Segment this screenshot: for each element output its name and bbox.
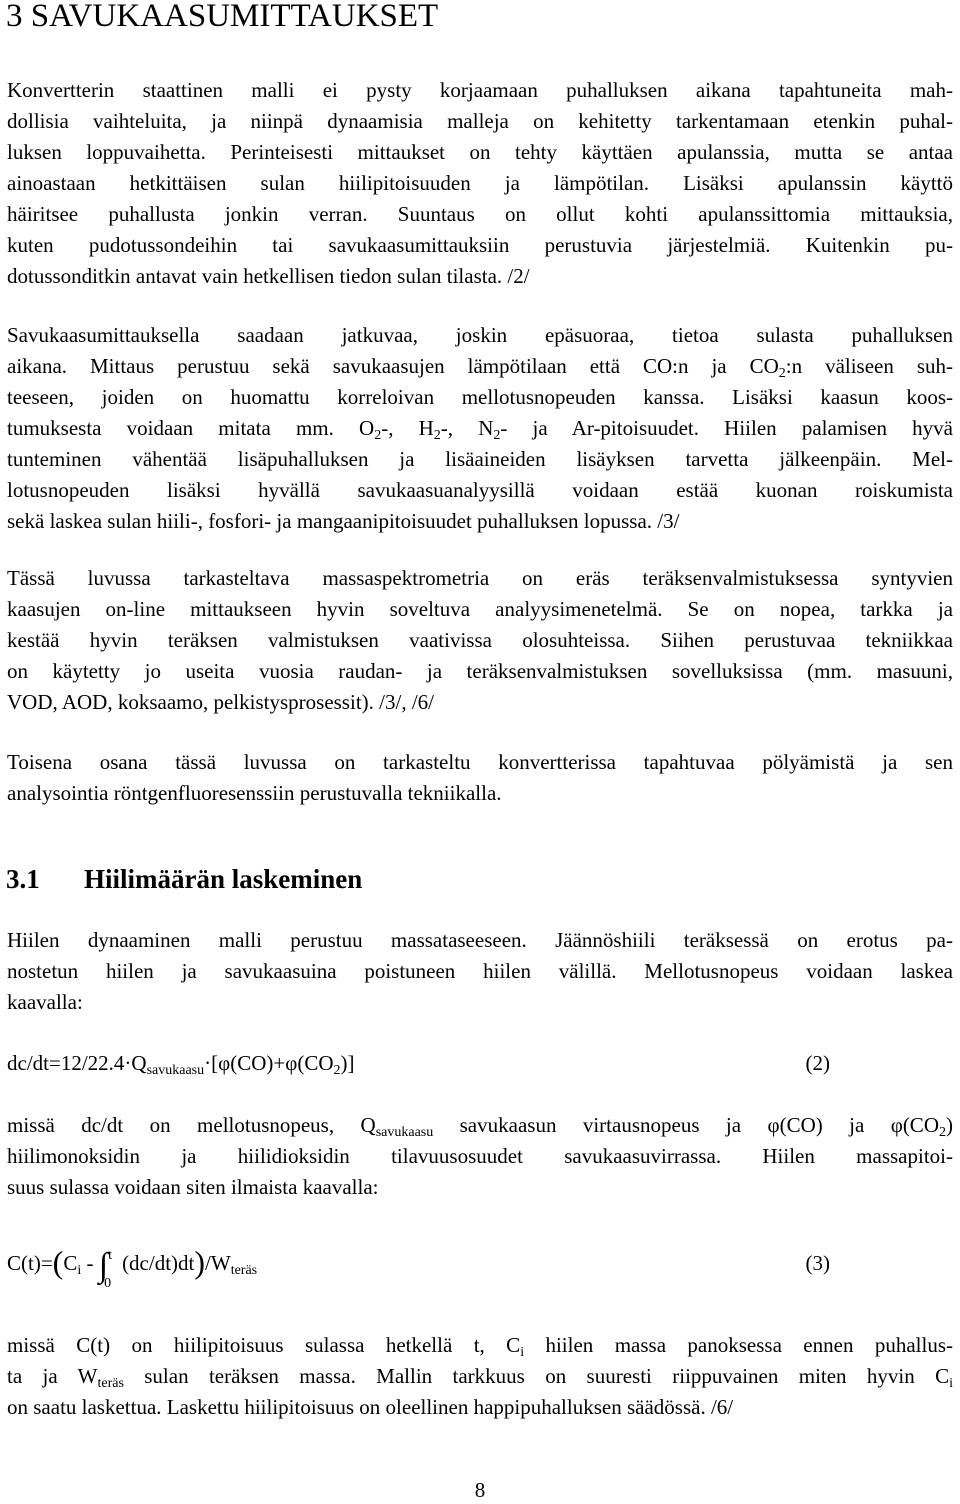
paragraph-5 (7, 925, 953, 1018)
page-number: 8 (474, 1478, 486, 1502)
paragraph-2 (7, 320, 953, 537)
integral-sign: ∫ (98, 1247, 109, 1284)
text-line: Hiilen dynaaminen malli perustuu massataseeseen. Jäännöshiili teräksessä on erotus pa- (7, 928, 953, 952)
text-line: Toisena osana tässä luvussa on tarkasteltu konvertterissa tapahtuvaa pölyämistä ja sen (7, 750, 953, 774)
text-run: hiilen massa panoksessa ennen puhallus- (524, 1333, 953, 1357)
text-line (7, 1330, 953, 1361)
text-run: missä dc/dt on mellotusnopeus, Q (7, 1113, 376, 1137)
equation-text: - (81, 1251, 99, 1275)
text-line: suus sulassa voidaan siten ilmaista kaavalla: (7, 1175, 379, 1199)
section-title: Hiilimäärän laskeminen (84, 864, 363, 894)
text-line: sekä laskea sulan hiili-, fosfori- ja mangaanipitoisuudet puhalluksen lopussa. /3/ (7, 509, 680, 533)
paragraph-3 (7, 563, 953, 718)
upper-limit: t (108, 1248, 112, 1264)
subscript: 2 (333, 1063, 341, 1078)
equation-text: C (63, 1251, 78, 1275)
text-line: dotussonditkin antavat vain hetkellisen tiedon sulan tilasta. /2/ (7, 264, 530, 288)
integral-limits (104, 1248, 122, 1292)
subscript: savukaasu (146, 1063, 205, 1078)
text-line: nostetun hiilen ja savukaasuina poistuneen hiilen välillä. Mellotusnopeus voidaan laskea (7, 959, 953, 983)
subscript: savukaasu (375, 1125, 434, 1140)
text-line: VOD, AOD, koksaamo, pelkistysprosessit). /3/, /6/ (7, 690, 434, 714)
text-line: kestää hyvin teräksen valmistuksen vaativissa olosuhteissa. Siihen perustuvaa tekniikkaa (7, 628, 953, 652)
text-line: lotusnopeuden lisäksi hyvällä savukaasuanalyysillä voidaan estää kuonan roiskumista (7, 478, 953, 502)
text-line: tunteminen vähentää lisäpuhalluksen ja lisäaineiden lisäyksen tarvetta jälkeenpäin. Mel- (7, 447, 953, 471)
subscript: 2 (938, 1125, 946, 1140)
equation-text: C(t)= (7, 1251, 53, 1275)
text-run: sulan teräksen massa. Mallin tarkkuus on suuresti riippuvainen miten hyvin C (123, 1364, 950, 1388)
paragraph-1 (7, 75, 953, 292)
equation-text: /W (205, 1251, 231, 1275)
text-run: ta ja W (7, 1364, 98, 1388)
subscript: i (949, 1376, 953, 1391)
text-run: -, N (440, 416, 494, 440)
subscript: i (520, 1345, 525, 1360)
text-line: analysointia röntgenfluoresenssiin perustuvalla tekniikalla. (7, 781, 502, 805)
text-line: luksen loppuvaihetta. Perinteisesti mittaukset on tehty käyttäen apulanssia, mutta se antaa (7, 140, 953, 164)
text-run: -, H (381, 416, 434, 440)
equation-text: )] (340, 1051, 355, 1075)
text-run: aikana. Mittaus perustuu sekä savukaasujen lämpötilaan että CO:n ja CO (7, 354, 779, 378)
text-line: Konvertterin staattinen malli ei pysty korjaamaan puhalluksen aikana tapahtuneita mah- (7, 78, 953, 102)
big-paren-open: ( (52, 1244, 64, 1280)
text-line: häiritsee puhallusta jonkin verran. Suuntaus on ollut kohti apulanssittomia mittauksia, (7, 202, 953, 226)
text-line: on saatu laskettua. Laskettu hiilipitoisuus on oleellinen happipuhalluksen säädössä. /6/ (7, 1395, 734, 1419)
text-run: tumuksesta voidaan mitata mm. O (7, 416, 375, 440)
text-run: savukaasun virtausnopeus ja φ(CO) ja φ(CO (433, 1113, 939, 1137)
text-line: ainoastaan hetkittäisen sulan hiilipitoisuuden ja lämpötilan. Lisäksi apulanssin käyttö (7, 171, 953, 195)
paragraph-7 (7, 1330, 953, 1423)
text-line: teeseen, joiden on huomattu korreloivan mellotusnopeuden kanssa. Lisäksi kaasun koos- (7, 385, 953, 409)
text-line: kuten pudotussondeihin tai savukaasumittauksiin perustuvia järjestelmiä. Kuitenkin pu- (7, 233, 953, 257)
equation-text: (dc/dt)dt (122, 1251, 195, 1275)
equation-number: (3) (805, 1251, 830, 1275)
subscript: teräs (97, 1376, 124, 1391)
equation-3 (7, 1244, 953, 1292)
text-line: kaavalla: (7, 990, 83, 1014)
subscript: 2 (778, 366, 786, 381)
text-line: kaasujen on-line mittaukseen hyvin soveltuva analyysimenetelmä. Se on nopea, tarkka ja (7, 597, 953, 621)
subscript: 2 (493, 428, 501, 443)
equation-text: dc/dt=12/22.4·Q (7, 1051, 147, 1075)
equation-number: (2) (805, 1051, 830, 1075)
equation-text: ·[φ(CO)+φ(CO (204, 1051, 334, 1075)
text-line (7, 1110, 953, 1141)
subscript: teräs (230, 1263, 258, 1278)
text-run: - ja Ar-pitoisuudet. Hiilen palamisen hyvä (500, 416, 953, 440)
big-paren-close: ) (194, 1244, 206, 1280)
text-run: :n väliseen suh- (785, 354, 953, 378)
text-run: missä C(t) on hiilipitoisuus sulassa hetkellä t, C (7, 1333, 521, 1357)
subscript: i (77, 1263, 82, 1278)
text-line (7, 413, 953, 444)
equation-2 (7, 1048, 953, 1079)
text-line (7, 1361, 953, 1392)
text-line: Tässä luvussa tarkasteltava massaspektrometria on eräs teräksenvalmistuksessa syntyvien (7, 566, 953, 590)
subscript: 2 (374, 428, 382, 443)
section-heading (6, 862, 362, 896)
text-line: hiilimonoksidin ja hiilidioksidin tilavuusosuudet savukaasuvirrassa. Hiilen massapitoi- (7, 1144, 953, 1168)
chapter-heading: 3 SAVUKAASUMITTAUKSET (6, 0, 439, 34)
subscript: 2 (433, 428, 441, 443)
text-line (7, 351, 953, 382)
text-line: dollisia vaihteluita, ja niinpä dynaamisia malleja on kehitetty tarkentamaan etenkin puhal- (7, 109, 953, 133)
lower-limit: 0 (104, 1276, 112, 1292)
section-number: 3.1 (6, 864, 40, 894)
text-run: ) (945, 1113, 953, 1137)
text-line: Savukaasumittauksella saadaan jatkuvaa, joskin epäsuoraa, tietoa sulasta puhalluksen (7, 323, 953, 347)
text-line: on käytetty jo useita vuosia raudan- ja teräksenvalmistuksen sovelluksissa (mm. masuuni, (7, 659, 953, 683)
paragraph-4 (7, 747, 953, 809)
paragraph-6 (7, 1110, 953, 1203)
